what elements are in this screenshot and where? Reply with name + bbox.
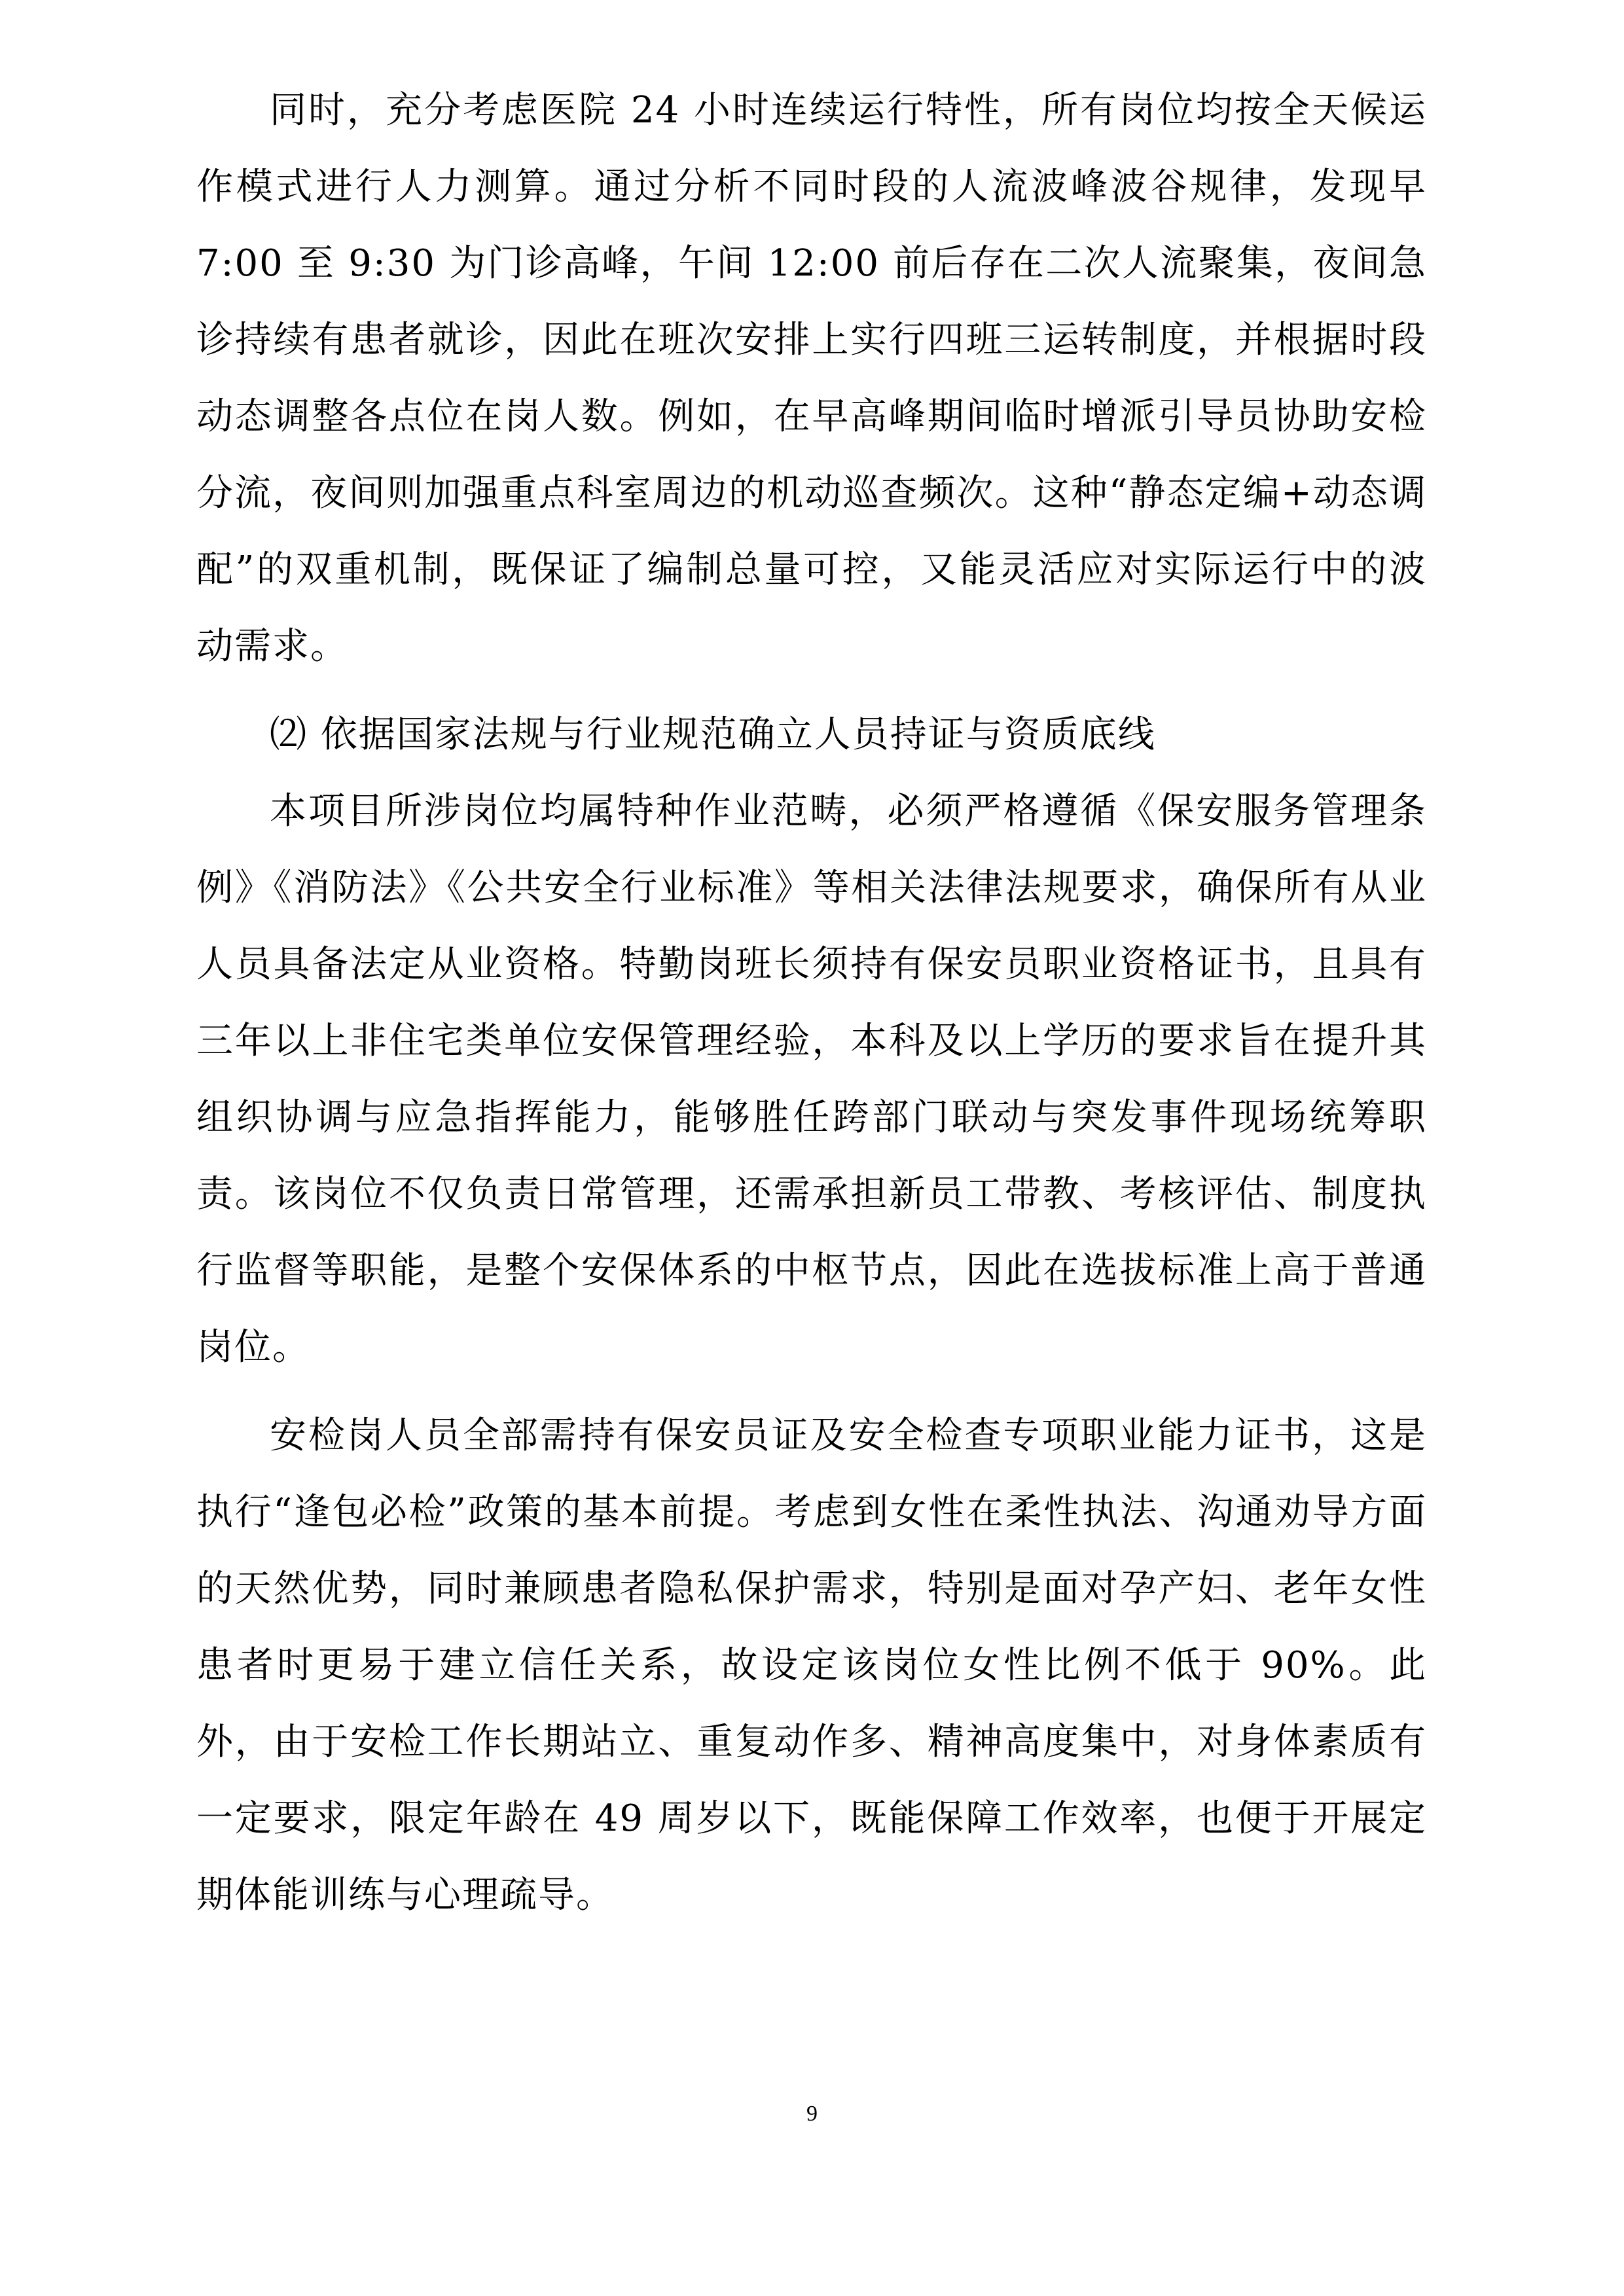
document-body bbox=[196, 72, 1427, 1933]
page-number: 9 bbox=[806, 2102, 818, 2126]
paragraph-squad-leader-requirements: 本项目所涉岗位均属特种作业范畴，必须严格遵循《保安服务管理条例》《消防法》《公共安全行业标准》等相关法律法规要求，确保所有从业人员具备法定从业资格。特勤岗班长须持有保安员职业资格证书，且具有三年以上非住宅类单位安保管理经验，本科及以上学历的要求旨在提升其组织协调与应急指挥能力，能够胜任跨部门联动与突发事件现场统筹职责。该岗位不仅负责日常管理，还需承担新员工带教、考核评估、制度执行监督等职能，是整个安保体系的中枢节点，因此在选拔标准上高于普通岗位。 bbox=[196, 790, 1427, 1369]
paragraph-security-check-requirements: 安检岗人员全部需持有保安员证及安全检查专项职业能力证书，这是执行“逢包必检”政策的基本前提。考虑到女性在柔性执法、沟通劝导方面的天然优势，同时兼顾患者隐私保护需求，特别是面对孕产妇、老年女性患者时更易于建立信任关系，故设定该岗位女性比例不低于 90%。此外，由于安检工作长期站立、重复动作多、精神高度集中，对身体素质有一定要求，限定年龄在 49 周岁以下，既能保障工作效率，也便于开展定期体能训练与心理疏导。 bbox=[196, 1414, 1427, 1916]
paragraph-staffing-model: 同时，充分考虑医院 24 小时连续运行特性，所有岗位均按全天候运作模式进行人力测算。通过分析不同时段的人流波峰波谷规律，发现早 7:00 至 9:30 为门诊高峰，午间 12:00 前后存在二次人流聚集，夜间急诊持续有患者就诊，因此在班次安排上实行四班三运转制度，并根据时段动态调整各点位在岗人数。例如，在早高峰期间临时增派引导员协助安检分流，夜间则加强重点科室周边的机动巡查频次。这种“静态定编+动态调配”的双重机制，既保证了编制总量可控，又能灵活应对实际运行中的波动需求。 bbox=[196, 89, 1427, 668]
section-heading-qualifications: ⑵ 依据国家法规与行业规范确立人员持证与资质底线 bbox=[270, 713, 1156, 756]
